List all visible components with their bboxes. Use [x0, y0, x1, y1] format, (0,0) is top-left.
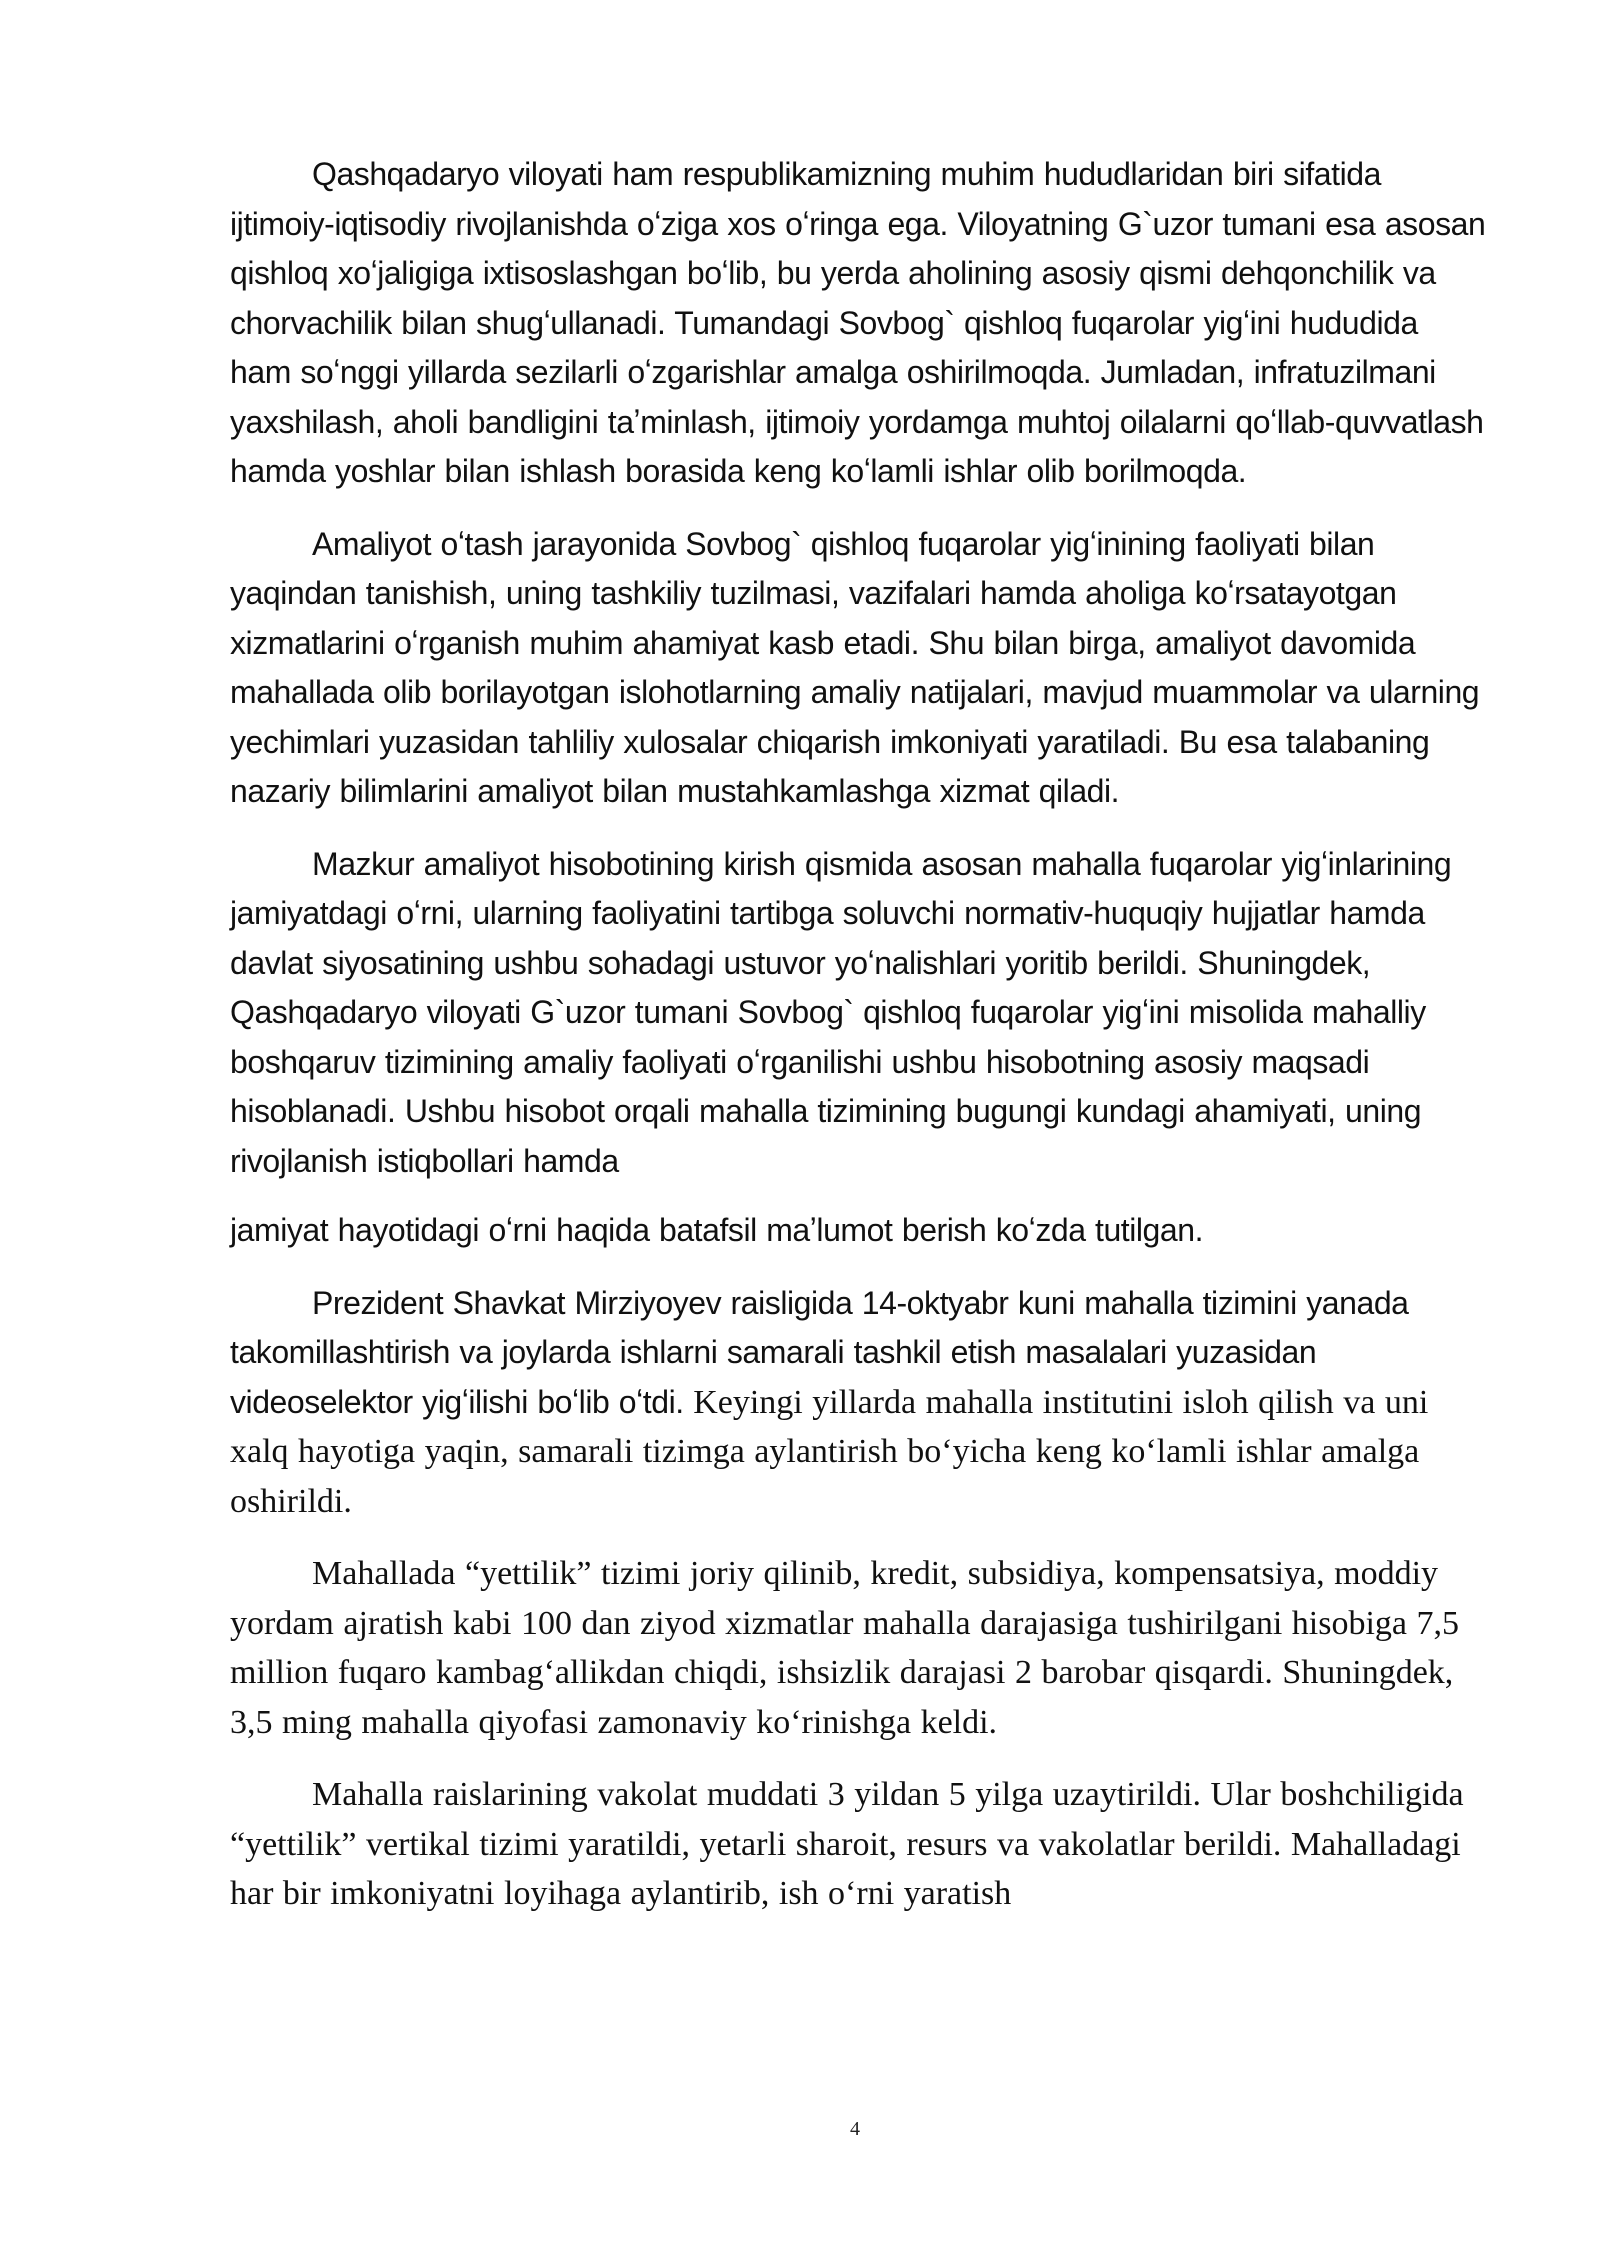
paragraph-5-text: Mahallada “yettilik” tizimi joriy qilinib, kredit, subsidiya, kompensatsiya, moddiy yordam ajratish kabi 100 dan ziyod xizmatlar mahalla darajasiga tushirilgani hisobiga 7,5 million fuqaro kambagʻallikdan chiqdi, ishsizlik darajasi 2 barobar qisqardi. Shuningdek, 3,5 ming mahalla qiyofasi zamonaviy koʻrinishga keldi.: [230, 1555, 1459, 1741]
paragraph-4-sans-text: Prezident Shavkat Mirziyoyev raisligida 14-oktyabr kuni mahalla tizimini yanada takomillashtirish va joylarda ishlarni samarali tashkil etish masalalari yuzasidan videoselektor yigʻilishi boʻlib oʻtdi.: [230, 1284, 1409, 1420]
document-body: [230, 150, 1486, 1942]
paragraph-5: [230, 1549, 1486, 1747]
paragraph-6: [230, 1770, 1486, 1919]
paragraph-3-text: Mazkur amaliyot hisobotining kirish qismida asosan mahalla fuqarolar yigʻinlarining jamiyatdagi oʻrni, ularning faoliyatini tartibga soluvchi normativ-huquqiy hujjatlar hamda davlat siyosatining ushbu sohadagi ustuvor yoʻnalishlari yoritib berildi. Shuningdek, Qashqadaryo viloyati G`uzor tumani Sovbog` qishloq fuqarolar yigʻini misolida mahalliy boshqaruv tizimining amaliy faoliyati oʻrganilishi ushbu hisobotning asosiy maqsadi hisoblanadi. Ushbu hisobot orqali mahalla tizimining bugungi kundagi ahamiyati, uning rivojlanish istiqbollari hamda: [230, 845, 1452, 1179]
paragraph-3: [230, 840, 1486, 1256]
paragraph-2: [230, 520, 1486, 817]
paragraph-6-text: Mahalla raislarining vakolat muddati 3 yildan 5 yilga uzaytirildi. Ular boshchiligida “yettilik” vertikal tizimi yaratildi, yetarli sharoit, resurs va vakolatlar berildi. Mahalladagi har bir imkoniyatni loyihaga aylantirib, ish oʻrni yaratish: [230, 1776, 1464, 1912]
page-number: 4: [850, 2118, 860, 2140]
paragraph-1: [230, 150, 1486, 497]
paragraph-2-text: Amaliyot oʻtash jarayonida Sovbog` qishloq fuqarolar yigʻinining faoliyati bilan yaqindan tanishish, uning tashkiliy tuzilmasi, vazifalari hamda aholiga koʻrsatayotgan xizmatlarini oʻrganish muhim ahamiyat kasb etadi. Shu bilan birga, amaliyot davomida mahallada olib borilayotgan islohotlarning amaliy natijalari, mavjud muammolar va ularning yechimlari yuzasidan tahliliy xulosalar chiqarish imkoniyati yaratiladi. Bu esa talabaning nazariy bilimlarini amaliyot bilan mustahkamlashga xizmat qiladi.: [230, 525, 1480, 809]
paragraph-4: [230, 1279, 1486, 1527]
paragraph-4-serif-text: Keyingi yillarda mahalla institutini isloh qilish va uni xalq hayotiga yaqin, samarali tizimga aylantirish boʻyicha keng koʻlamli ishlar amalga oshirildi.: [230, 1383, 1429, 1520]
paragraph-1-text: Qashqadaryo viloyati ham respublikamizning muhim hududlaridan biri sifatida ijtimoiy-iqtisodiy rivojlanishda oʻziga xos oʻringa ega. Viloyatning G`uzor tumani esa asosan qishloq xoʻjaligiga ixtisoslashgan boʻlib, bu yerda aholining asosiy qismi dehqonchilik va chorvachilik bilan shugʻullanadi. Tumandagi Sovbog` qishloq fuqarolar yigʻini hududida ham soʻnggi yillarda sezilarli oʻzgarishlar amalga oshirilmoqda. Jumladan, infratuzilmani yaxshilash, aholi bandligini taʼminlash, ijtimoiy yordamga muhtoj oilalarni qoʻllab-quvvatlash hamda yoshlar bilan ishlash borasida keng koʻlamli ishlar olib borilmoqda.: [230, 156, 1486, 489]
paragraph-3-tail: jamiyat hayotidagi oʻrni haqida batafsil maʼlumot berish koʻzda tutilgan.: [230, 1212, 1204, 1248]
